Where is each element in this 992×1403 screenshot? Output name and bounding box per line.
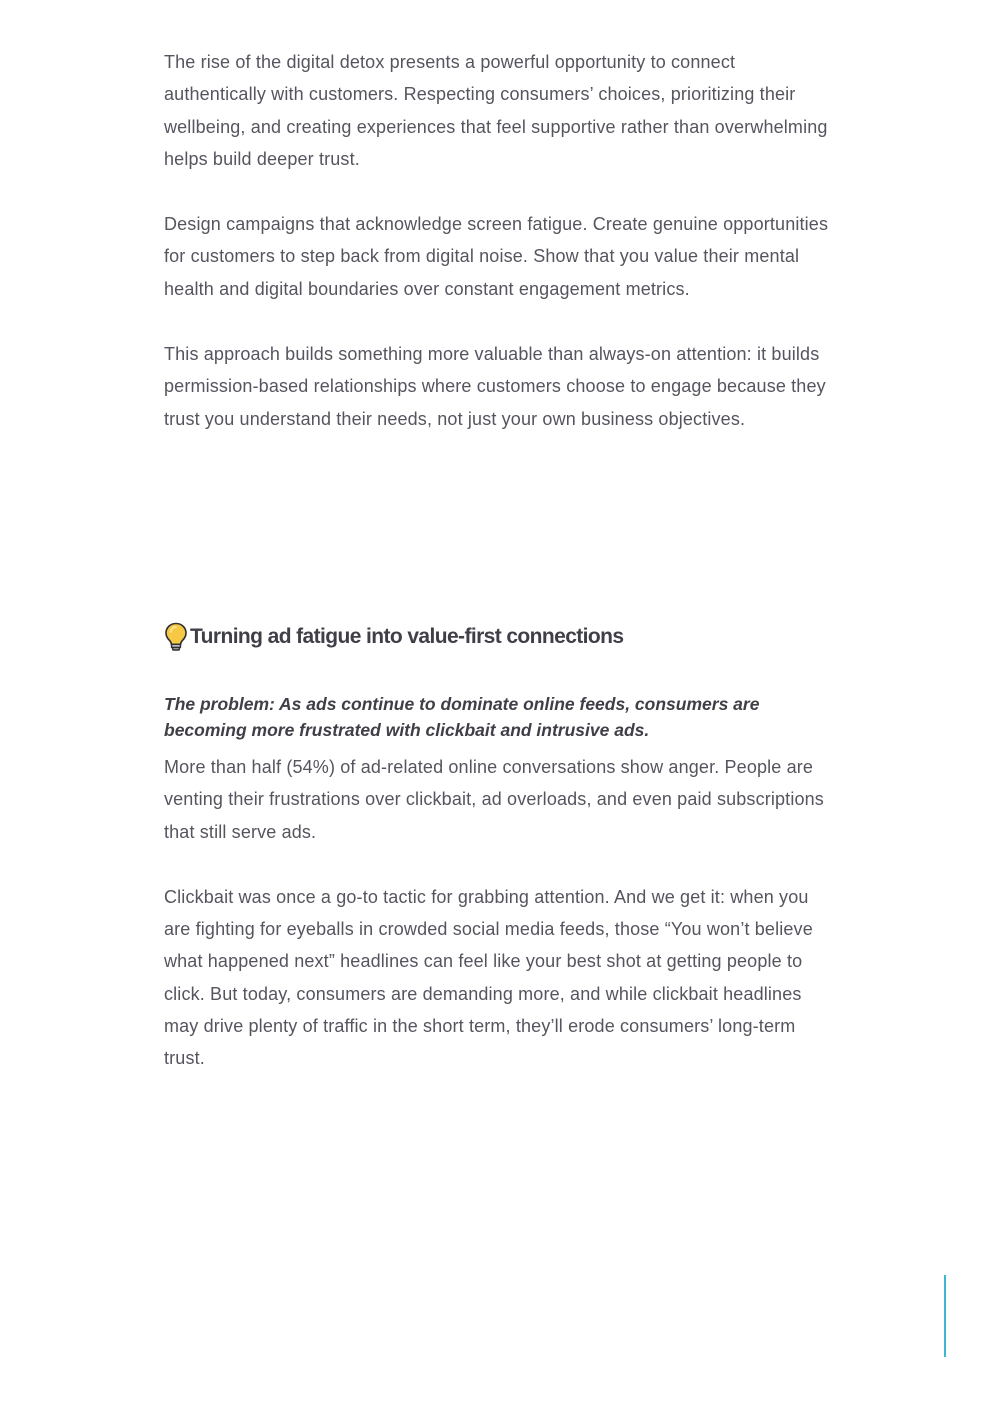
problem-statement: The problem: As ads continue to dominate online feeds, consumers are becoming more frustrated with clickbait and intrusive ads. bbox=[164, 694, 760, 740]
paragraph-clickbait: Clickbait was once a go-to tactic for grabbing attention. And we get it: when you are fighting for eyeballs in crowded social media feeds, those “You won’t believe what happened next” headlines can feel like your best shot at getting people to click. But today, consumers are demanding more, and while clickbait headlines may drive plenty of traffic in the short term, they’ll erode consumers’ long-term trust. bbox=[164, 886, 813, 1069]
section-title: Turning ad fatigue into value-first connections bbox=[190, 625, 624, 648]
section-text-block bbox=[164, 751, 832, 1075]
paragraph-design-campaigns: Design campaigns that acknowledge screen fatigue. Create genuine opportunities for customers to step back from digital noise. Show that you value their mental health and digital boundaries over constant engagement metrics. bbox=[164, 214, 829, 299]
section-heading bbox=[164, 622, 864, 652]
paragraph-permission-relationships: This approach builds something more valuable than always-on attention: it builds permission-based relationships where customers choose to engage because they trust you understand their needs, not just your own business objectives. bbox=[164, 344, 826, 429]
lightbulb-icon bbox=[164, 622, 188, 652]
paragraph-digital-detox: The rise of the digital detox presents a powerful opportunity to connect authentically with customers. Respecting consumers’ choices, prioritizing their wellbeing, and creating experiences that feel supportive rather than overwhelming helps build deeper trust. bbox=[164, 52, 828, 169]
intro-text-block bbox=[164, 46, 832, 435]
page-edge-rule bbox=[944, 1275, 946, 1357]
paragraph-ad-anger-stats: More than half (54%) of ad-related online conversations show anger. People are venting their frustrations over clickbait, ad overloads, and even paid subscriptions that still serve ads. bbox=[164, 757, 824, 842]
